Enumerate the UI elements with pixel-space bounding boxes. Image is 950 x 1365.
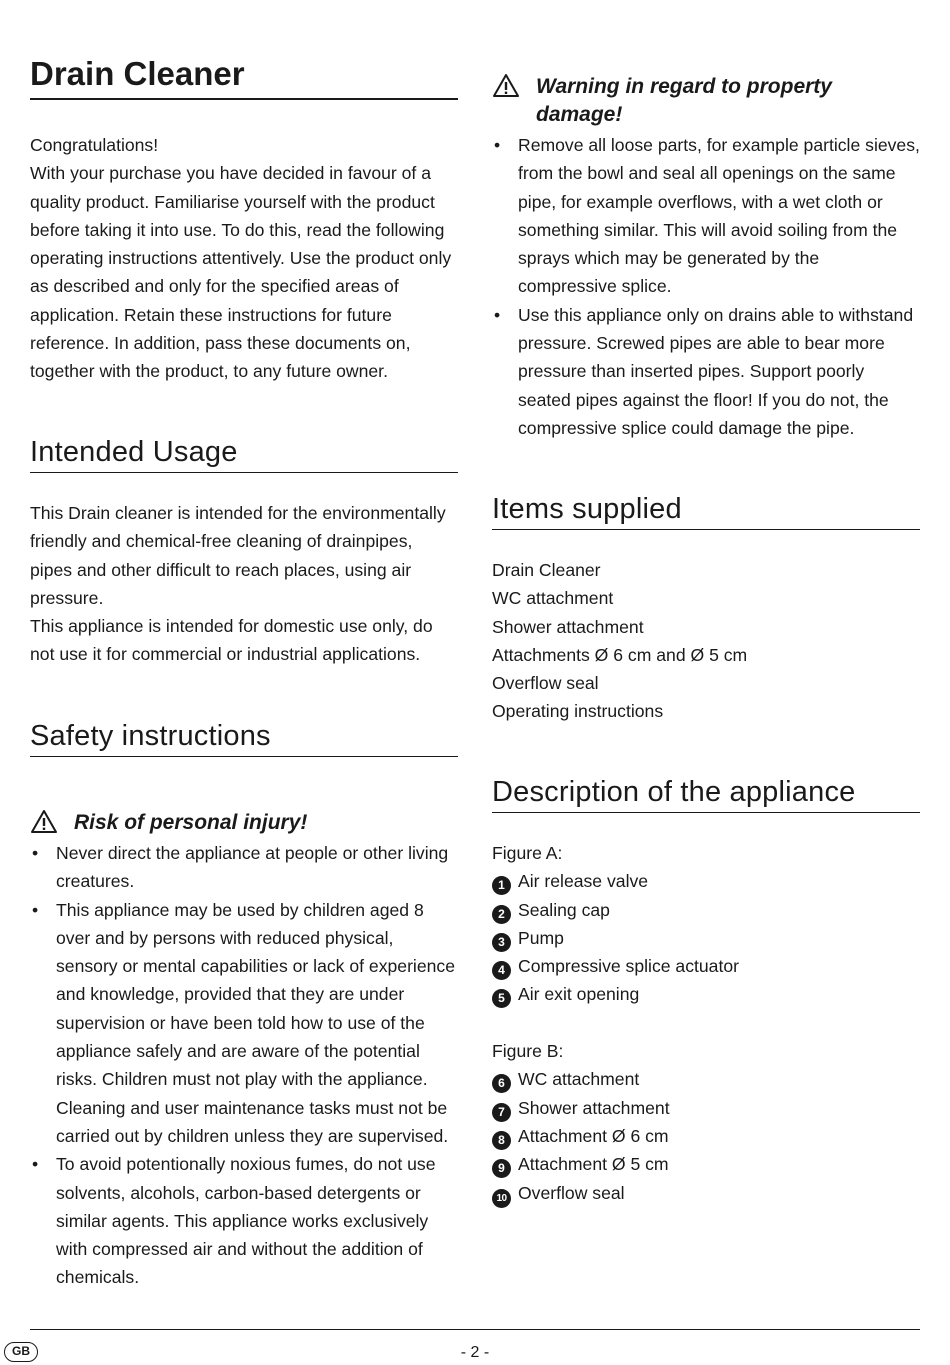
property-bullet (492, 301, 920, 442)
list-item: Drain Cleaner (492, 560, 601, 580)
description-list (492, 839, 920, 1208)
part-label: Compressive splice actuator (518, 956, 739, 977)
number-10-icon: 10 (492, 1189, 511, 1208)
number-9-icon: 9 (492, 1159, 511, 1178)
part-label: Shower attachment (518, 1097, 670, 1118)
safety-heading: Safety instructions (30, 716, 458, 757)
number-5-icon: 5 (492, 989, 511, 1008)
warning-triangle-icon (30, 809, 58, 843)
number-6-icon: 6 (492, 1074, 511, 1093)
part-label: Air exit opening (518, 984, 640, 1005)
page-title: Drain Cleaner (30, 50, 458, 100)
bullet-icon: • (494, 304, 501, 325)
list-item: Operating instructions (492, 701, 664, 722)
intro-paragraph: With your purchase you have decided in favour of a quality product. Familiarise yourself with the product before taking it into use. To do this, read the following operating instructions attentively. Use the product only as described and only for the specified areas of application. Retain these instructions for future reference. In addition, pass these documents on, together with the product, to any future owner. (30, 163, 452, 382)
list-item: Shower attachment (492, 616, 644, 637)
list-item (492, 1065, 920, 1093)
part-label: Overflow seal (518, 1182, 625, 1203)
list-item: Attachments Ø 6 cm and Ø 5 cm (492, 644, 748, 665)
property-damage-text: Warning in regard to property damage! (536, 75, 832, 126)
description-heading: Description of the appliance (492, 772, 920, 813)
bullet-icon: • (32, 843, 39, 863)
bullet-icon: • (494, 135, 501, 155)
number-1-icon: 1 (492, 876, 511, 895)
safety-bullet (30, 896, 458, 1151)
safety-bullet (30, 839, 458, 896)
figure-b-label: Figure B: (492, 1041, 564, 1062)
list-item (492, 1150, 920, 1178)
part-label: Attachment Ø 5 cm (518, 1154, 669, 1175)
intended-usage-text (30, 499, 458, 669)
risk-of-injury-heading (30, 809, 458, 837)
property-bullet-list (492, 131, 920, 442)
number-7-icon: 7 (492, 1103, 511, 1122)
property-bullet-text: Remove all loose parts, for example particle sieves, from the bowl and seal all openings on the same pipe, for example overflows, with a wet cloth or something similar. This will avoid soiling from the sprays which may be generated by the compressive splice. (518, 135, 920, 297)
risk-of-injury-text: Risk of personal injury! (74, 811, 308, 834)
safety-bullet-text: To avoid potentionally noxious fumes, do not use solvents, alcohols, carbon-based detergents or similar agents. This appliance works exclusively with compressed air and without the addition of chemicals. (56, 1154, 436, 1288)
safety-bullet-text: Never direct the appliance at people or other living creatures. (56, 843, 449, 892)
property-damage-heading (492, 73, 920, 129)
intro-greeting: Congratulations! (30, 135, 159, 155)
list-item (492, 1179, 920, 1208)
intro-text (30, 131, 458, 386)
spacer (492, 1009, 920, 1037)
number-2-icon: 2 (492, 905, 511, 924)
part-label: Attachment Ø 6 cm (518, 1125, 669, 1146)
list-item (492, 1122, 920, 1150)
list-item: WC attachment (492, 588, 614, 609)
property-bullet-text: Use this appliance only on drains able to withstand pressure. Screwed pipes are able to bear more pressure than inserted pipes. Support poorly seated pipes against the floor! If you do not, the compressive splice could damage the pipe. (518, 304, 914, 438)
part-label: Pump (518, 927, 564, 948)
items-supplied-list (492, 556, 920, 726)
number-8-icon: 8 (492, 1131, 511, 1150)
bullet-icon: • (32, 899, 39, 920)
footer-divider (30, 1329, 920, 1330)
list-item: Overflow seal (492, 673, 599, 694)
part-label: Air release valve (518, 871, 649, 892)
part-label: Sealing cap (518, 899, 610, 920)
intended-usage-paragraph-1: This Drain cleaner is intended for the environmentally friendly and chemical-free cleaning of drainpipes, pipes and other difficult to reach places, using air pressure. (30, 503, 446, 608)
list-item (492, 980, 920, 1008)
property-bullet (492, 131, 920, 301)
number-4-icon: 4 (492, 961, 511, 980)
page-number: - 2 - (460, 1344, 490, 1361)
warning-triangle-icon (492, 73, 520, 107)
list-item (492, 896, 920, 924)
number-3-icon: 3 (492, 933, 511, 952)
intended-usage-heading: Intended Usage (30, 432, 458, 473)
intended-usage-paragraph-2: This appliance is intended for domestic use only, do not use it for commercial or industrial applications. (30, 616, 433, 665)
language-badge: GB (4, 1342, 38, 1362)
items-supplied-heading: Items supplied (492, 489, 920, 530)
safety-bullet-list (30, 839, 458, 1292)
list-item (492, 924, 920, 952)
list-item (492, 1094, 920, 1122)
part-label: WC attachment (518, 1069, 640, 1090)
list-item (492, 952, 920, 980)
list-item (492, 867, 920, 895)
safety-bullet (30, 1150, 458, 1291)
figure-a-label: Figure A: (492, 843, 563, 863)
safety-bullet-text: This appliance may be used by children aged 8 over and by persons with reduced physical, sensory or mental capabilities or lack of experience and knowledge, provided that they are under supervision or have been told how to use of the appliance safely and are aware of the potential risks. Children must not play with the appliance. Cleaning and user maintenance tasks must not be carried out by children unless they are supervised. (56, 899, 455, 1146)
bullet-icon: • (32, 1154, 39, 1175)
